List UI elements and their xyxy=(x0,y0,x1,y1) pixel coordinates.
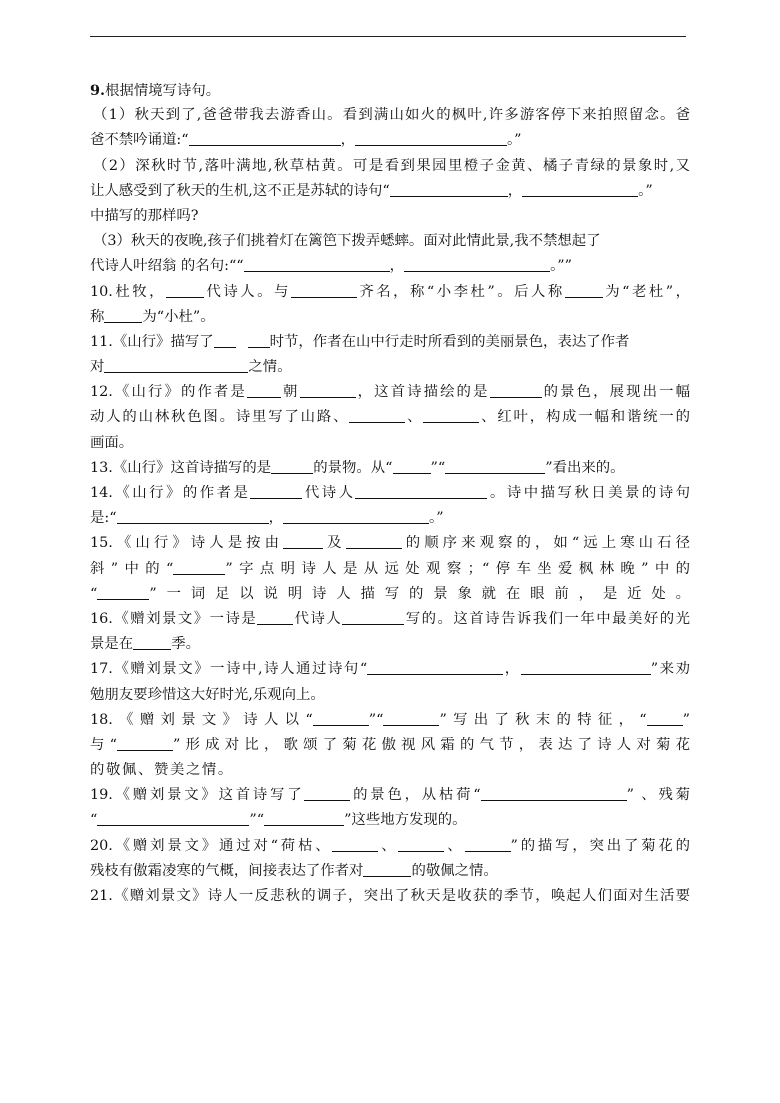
answer-blank[interactable] xyxy=(522,180,638,197)
answer-blank[interactable] xyxy=(283,532,323,549)
answer-blank[interactable] xyxy=(264,809,344,826)
question-10: 10.杜牧， 代诗人。与 齐名，称“小李杜”。后人称 为“老杜”， xyxy=(90,280,690,305)
answer-blank[interactable] xyxy=(117,507,269,524)
answer-blank[interactable] xyxy=(390,180,508,197)
answer-blank[interactable] xyxy=(363,860,411,877)
question-16-cont: 景是在 季。 xyxy=(90,632,690,657)
answer-blank[interactable] xyxy=(166,281,204,298)
answer-blank[interactable] xyxy=(244,255,390,272)
answer-blank[interactable] xyxy=(313,709,369,726)
question-19-cont: “ ”“ ”这些地方发现的。 xyxy=(90,808,690,833)
question-13: 13.《山行》这首诗描写的是 的景物。从“ ”“ ”看出来的。 xyxy=(90,456,690,481)
question-18: 18.《赠刘景文》诗人以“ ”“ ”写出了秋末的特征，“ ” xyxy=(90,708,690,733)
question-12-end: 画面。 xyxy=(90,434,134,451)
header-rule xyxy=(90,36,686,37)
answer-blank[interactable] xyxy=(117,734,173,751)
answer-blank[interactable] xyxy=(133,633,171,650)
question-16: 16.《赠刘景文》一诗是 代诗人 写的。这首诗告诉我们一年中最美好的光 xyxy=(90,607,690,632)
question-20-cont: 残枝有傲霜凌寒的气概，间接表达了作者对 的敬佩之情。 xyxy=(90,859,690,884)
answer-blank[interactable] xyxy=(393,457,431,474)
answer-blank[interactable] xyxy=(565,281,603,298)
answer-blank[interactable] xyxy=(346,532,402,549)
answer-blank[interactable] xyxy=(300,381,356,398)
question-9-part3: （3）秋天的夜晚,孩子们挑着灯在篱笆下拨弄蟋蟀。面对此情此景,我不禁想起了 xyxy=(93,233,601,250)
question-9-part3-cont: 代诗人叶绍翁 的名句:““ ， 。”” xyxy=(90,254,690,279)
answer-blank[interactable] xyxy=(355,482,487,499)
answer-blank[interactable] xyxy=(404,255,550,272)
question-19: 19.《赠刘景文》这首诗写了 的景色，从枯荷“ ” 、残菊 xyxy=(90,783,690,808)
question-21: 21.《赠刘景文》诗人一反悲秋的调子，突出了秋天是收获的季节，唤起人们面对生活要 xyxy=(90,888,690,904)
answer-blank[interactable] xyxy=(355,129,507,146)
answer-blank[interactable] xyxy=(521,658,651,675)
answer-blank[interactable] xyxy=(189,129,341,146)
question-14: 14.《山行》的作者是 代诗人 。诗中描写秋日美景的诗句 xyxy=(90,481,690,506)
answer-blank[interactable] xyxy=(490,381,542,398)
question-17-cont: 勉朋友要珍惜这大好时光,乐观向上。 xyxy=(90,686,325,703)
question-12: 12.《山行》的作者是 朝 ，这首诗描绘的是 的景色，展现出一幅 xyxy=(90,380,690,405)
question-9-part2: （2）深秋时节,落叶满地,秋草枯黄。可是看到果园里橙子金黄、橘子青绿的景象时,又 xyxy=(93,157,690,174)
question-9-title: 9.根据情境写诗句。 xyxy=(90,82,221,99)
question-15-end: “ ”一词足以说明诗人描写的景象就在眼前，是近处。 xyxy=(90,582,690,607)
answer-blank[interactable] xyxy=(647,709,683,726)
question-11: 11.《山行》描写了 时节，作者在山中行走时所看到的美丽景色，表达了作者 xyxy=(90,330,690,355)
question-15-cont: 斜”中的“ ”字点明诗人是从远处观察；“停车坐爱枫林晚”中的 xyxy=(90,557,690,582)
question-18-end: 的敬佩、赞美之情。 xyxy=(90,762,234,779)
question-number: 9. xyxy=(90,82,106,99)
answer-blank[interactable] xyxy=(367,658,503,675)
question-list xyxy=(90,78,690,909)
question-17: 17.《赠刘景文》一诗中,诗人通过诗句“ ， ”来劝 xyxy=(90,657,690,682)
answer-blank[interactable] xyxy=(342,608,404,625)
answer-blank[interactable] xyxy=(349,406,405,423)
question-11-cont: 对 之情。 xyxy=(90,355,690,380)
question-9-part2-cont: 让人感受到了秋天的生机,这不正是苏轼的诗句“ ， 。” xyxy=(90,179,690,204)
answer-blank[interactable] xyxy=(173,558,225,575)
answer-blank[interactable] xyxy=(104,356,248,373)
answer-blank[interactable] xyxy=(271,457,313,474)
question-20: 20.《赠刘景文》通过对“荷枯、 、 、 ”的描写，突出了菊花的 xyxy=(90,834,690,859)
answer-blank[interactable] xyxy=(445,457,545,474)
question-9-part2-end: 中描写的那样吗? xyxy=(90,207,199,224)
answer-blank[interactable] xyxy=(248,331,270,348)
answer-blank[interactable] xyxy=(214,331,236,348)
question-12-cont: 动人的山林秋色图。诗里写了山路、 、 、红叶，构成一幅和谐统一的 xyxy=(90,405,690,430)
answer-blank[interactable] xyxy=(247,381,281,398)
answer-blank[interactable] xyxy=(481,784,627,801)
answer-blank[interactable] xyxy=(257,608,293,625)
answer-blank[interactable] xyxy=(383,709,439,726)
question-9-part1-cont: 爸不禁吟诵道:“ ， 。” xyxy=(90,128,690,153)
answer-blank[interactable] xyxy=(97,583,149,600)
answer-blank[interactable] xyxy=(332,835,378,852)
answer-blank[interactable] xyxy=(304,784,350,801)
answer-blank[interactable] xyxy=(291,281,357,298)
answer-blank[interactable] xyxy=(283,507,429,524)
answer-blank[interactable] xyxy=(104,306,142,323)
question-9-part1: （1）秋天到了,爸爸带我去游香山。看到满山如火的枫叶,许多游客停下来拍照留念。爸 xyxy=(93,107,690,124)
answer-blank[interactable] xyxy=(423,406,479,423)
question-15: 15.《山行》诗人是按由 及 的顺序来观察的，如“远上寒山石径 xyxy=(90,531,690,556)
answer-blank[interactable] xyxy=(398,835,444,852)
question-14-cont: 是:“ ， 。” xyxy=(90,506,690,531)
question-10-cont: 称 为“小杜”。 xyxy=(90,305,690,330)
answer-blank[interactable] xyxy=(250,482,302,499)
answer-blank[interactable] xyxy=(97,809,249,826)
question-18-cont: 与“ ”形成对比，歌颂了菊花傲视风霜的气节，表达了诗人对菊花 xyxy=(90,733,690,758)
answer-blank[interactable] xyxy=(465,835,511,852)
